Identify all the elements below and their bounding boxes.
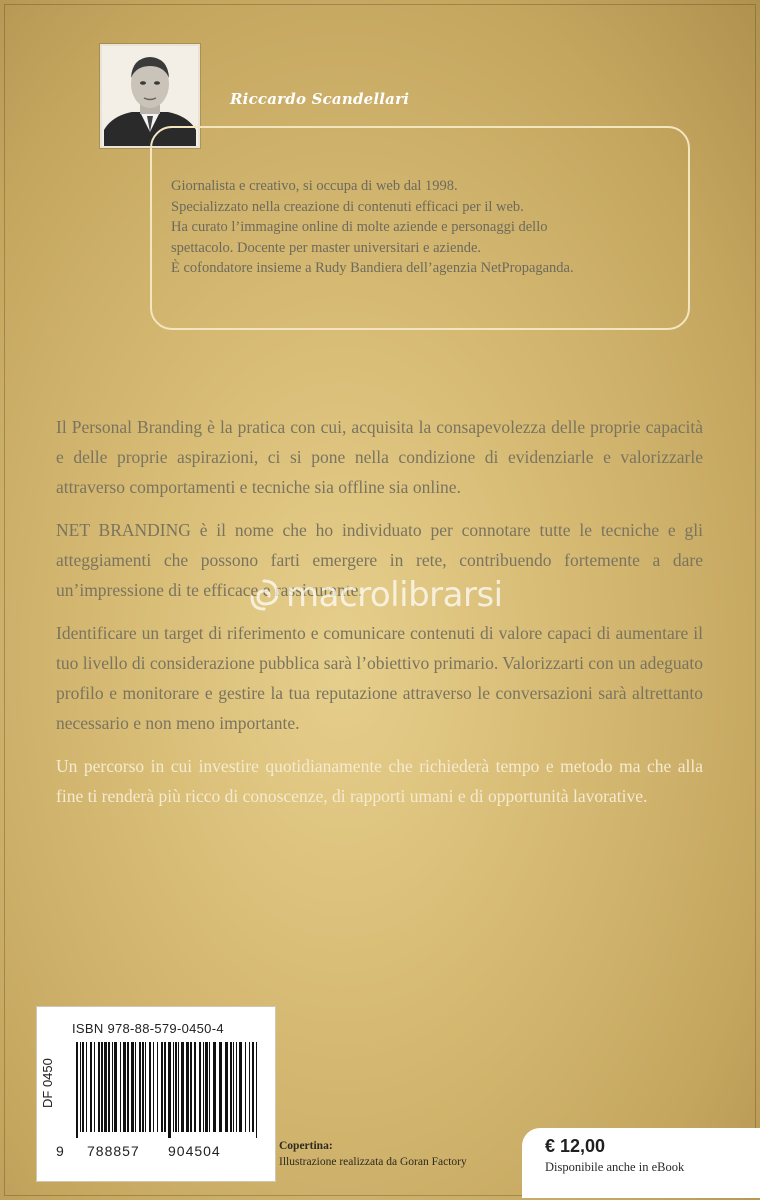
barcode-bar (104, 1042, 107, 1132)
blurb-text (56, 412, 703, 824)
barcode-bar (161, 1042, 163, 1132)
barcode-bar (139, 1042, 141, 1132)
barcode-bar (199, 1042, 201, 1132)
barcode-bar (80, 1042, 81, 1132)
barcode-bar (178, 1042, 179, 1132)
barcode-bar (205, 1042, 208, 1132)
product-code: DF 0450 (40, 1058, 55, 1108)
barcode-digits-right: 904504 (168, 1143, 221, 1159)
barcode-bar (256, 1042, 257, 1138)
barcode-bar (101, 1042, 103, 1132)
swirl-logo-icon (246, 577, 282, 613)
bio-line: È cofondatore insieme a Rudy Bandiera dell’agenzia NetPropaganda. (171, 260, 574, 276)
barcode-bar (127, 1042, 129, 1132)
cover-credit-text: Illustrazione realizzata da Goran Factory (279, 1156, 467, 1168)
barcode-bar (94, 1042, 95, 1132)
barcode-bar (112, 1042, 113, 1132)
bio-line: Specializzato nella creazione di contenuti efficaci per il web. (171, 198, 524, 215)
barcode-bar (209, 1042, 210, 1132)
barcode-bar (76, 1042, 78, 1138)
barcode-bar (114, 1042, 117, 1132)
barcode-bar (181, 1042, 184, 1132)
barcode-bar (123, 1042, 126, 1132)
barcode-bar (249, 1042, 250, 1132)
author-name: Riccardo Scandellari (230, 90, 410, 108)
barcode-bar (149, 1042, 151, 1132)
barcode-bar (225, 1042, 228, 1132)
bio-line: Giornalista e creativo, si occupa di web dal 1998. (171, 178, 458, 194)
barcode-bar (173, 1042, 174, 1132)
blurb-paragraph: Un percorso in cui investire quotidianamente che richiederà tempo e metodo ma che alla fine ti renderà più ricco di conoscenze, di rapporti umani e di opportunità lavorative. (56, 756, 703, 806)
barcode-bar (135, 1042, 136, 1132)
price: € 12,00 (545, 1136, 606, 1156)
blurb-paragraph: NET BRANDING è il nome che ho individuato per connotare tutte le tecniche e gli atteggiamenti che possono farti emergere in rete, contribuendo fortemente a dare un’impressione di te efficace e rassicurante. (56, 520, 703, 600)
barcode-bar (230, 1042, 232, 1132)
barcode-bar (186, 1042, 189, 1132)
watermark-text: macrolibrarsi (286, 575, 503, 615)
barcode (74, 1042, 264, 1138)
bio-line: Ha curato l’immagine online di molte aziende e personaggi dello (171, 219, 548, 235)
barcode-bar (219, 1042, 222, 1132)
barcode-bar (120, 1042, 121, 1132)
barcode-digits-left: 788857 (87, 1143, 140, 1159)
barcode-bar (90, 1042, 92, 1132)
barcode-digit-first: 9 (56, 1143, 65, 1159)
barcode-bar (145, 1042, 146, 1132)
watermark (246, 572, 503, 618)
barcode-bar (236, 1042, 237, 1132)
barcode-bar (86, 1042, 87, 1132)
barcode-bar (98, 1042, 100, 1132)
blurb-paragraph: Identificare un target di riferimento e comunicare contenuti di valore capaci di aumentare il tuo livello di considerazione pubblica sarà l’obiettivo primario. Valorizzarti con un adeguato profilo e monitorare e gestire la tua reputazione attraverso le conversazioni sarà altrettanto necessario e non meno importante. (56, 623, 703, 733)
author-bio (171, 176, 671, 279)
barcode-bar (190, 1042, 192, 1132)
barcode-bar (194, 1042, 196, 1132)
barcode-bar (164, 1042, 166, 1132)
barcode-bar (131, 1042, 134, 1132)
blurb-paragraph: Il Personal Branding è la pratica con cui, acquisita la consapevolezza delle proprie capacità e delle proprie aspirazioni, ci si pone nella condizione di evidenziarle e valorizzarle attraverso comportamenti e tecniche sia offline sia online. (56, 417, 703, 497)
barcode-bar (108, 1042, 110, 1132)
ebook-note: Disponibile anche in eBook (545, 1160, 685, 1174)
barcode-bar (168, 1042, 171, 1138)
barcode-bar (213, 1042, 216, 1132)
barcode-bar (82, 1042, 84, 1132)
isbn-text: ISBN 978-88-579-0450-4 (72, 1021, 224, 1036)
barcode-bar (252, 1042, 254, 1132)
barcode-bar (142, 1042, 144, 1132)
barcode-bar (153, 1042, 154, 1132)
barcode-bar (233, 1042, 234, 1132)
barcode-bar (239, 1042, 242, 1132)
bio-line: spettacolo. Docente per master universitari e aziende. (171, 239, 482, 256)
barcode-bar (175, 1042, 177, 1132)
barcode-bar (157, 1042, 158, 1132)
barcode-bar (203, 1042, 204, 1132)
barcode-bar (245, 1042, 246, 1132)
cover-credit-label: Copertina: (279, 1140, 333, 1152)
